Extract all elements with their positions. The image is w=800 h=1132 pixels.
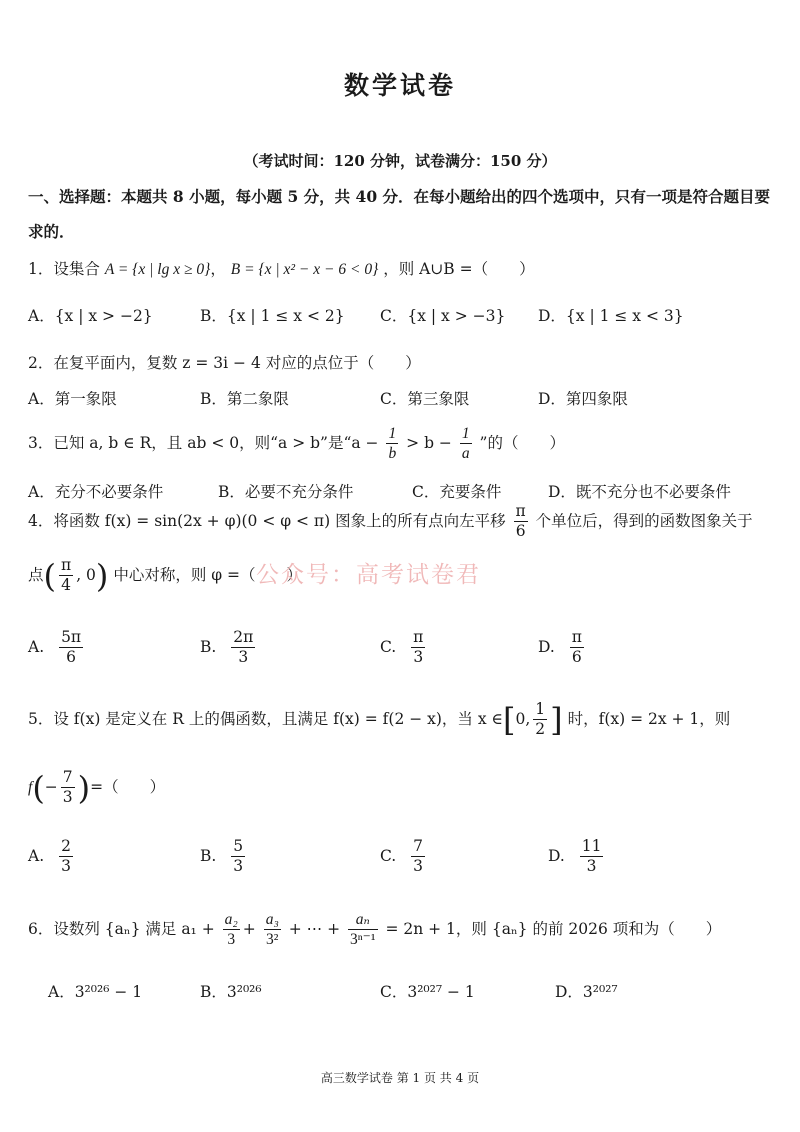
- q6-lead: 6．设数列 {aₙ} 满足 a₁ +: [28, 919, 215, 938]
- q6-term-2: $\frac{\text{a₂}}{3}$: [224, 911, 238, 949]
- q5-function: f: [28, 778, 33, 796]
- q5-interval-low: 0,: [515, 709, 531, 728]
- q5-option-a: A. $\frac{2}{3}$: [28, 837, 71, 876]
- q1-option-d: D．{x | 1 ≤ x < 3}: [538, 307, 684, 325]
- q1-option-a: A．{x | x > −2}: [28, 307, 153, 325]
- q4-line-2-tail: 中心对称，则 φ =（ ）: [113, 565, 303, 584]
- q6-tail: = 2n + 1，则 {aₙ} 的前 2026 项和为（ ）: [385, 919, 722, 938]
- q4-option-a: A. $\frac{5\pi}{6}$: [28, 628, 82, 667]
- page-title: 数学试卷: [343, 71, 456, 100]
- q3-option-d: D．既不充分也不必要条件: [548, 483, 731, 501]
- q1-set-a: A = {x | lg x ≥ 0}: [104, 261, 211, 278]
- q4-option-d: D. $\frac{\pi}{6}$: [538, 628, 582, 667]
- question-3: [28, 424, 565, 464]
- q4-option-c: C. $\frac{\pi}{3}$: [380, 628, 424, 667]
- q4-option-b: B. $\frac{2\pi}{3}$: [200, 628, 254, 667]
- q4-lead: 4．将函数 f(x) = sin(2x + φ)(0 < φ < π) 图象上的所有点向左平移: [28, 511, 506, 530]
- q4-point-label: 点: [28, 565, 44, 584]
- q1-option-c: C．{x | x > −3}: [380, 307, 506, 325]
- question-4-line-1: [28, 502, 753, 542]
- q4-point-fraction: $\frac{\pi}{4}$: [61, 556, 72, 595]
- question-2: 2．在复平面内，复数 z = 3i − 4 对应的点位于（ ）: [28, 354, 421, 372]
- q4-line-1-tail: 个单位后，得到的函数图象关于: [535, 511, 753, 530]
- q5-option-d: D. $\frac{11}{3}$: [548, 837, 602, 876]
- watermark: 公众号：高考试卷君: [256, 562, 481, 588]
- q4-point-y: , 0: [76, 565, 96, 584]
- q6-option-b: B．3²⁰²⁶: [200, 983, 262, 1001]
- question-1: 1．设集合 A = {x | lg x ≥ 0}， B = {x | x² − x − 6 < 0} ，则 A∪B =（ ）: [28, 260, 535, 278]
- q6-option-d: D．3²⁰²⁷: [555, 983, 618, 1001]
- q6-term-3: $\frac{\text{a₃}}{\text{3²}}$: [265, 911, 279, 949]
- q3-option-c: C．充要条件: [412, 483, 502, 501]
- question-5-line-1: 5．设 f(x) 是定义在 R 上的偶函数，且满足 f(x) = f(2 − x)，当 x ∈[0, $\frac{1}{2}$ ] 时，f(x) = 2x + 1，则: [28, 700, 731, 739]
- question-5-line-2: f(− $\frac{7}{3}$ )=（ ）: [28, 768, 166, 807]
- q6-option-c: C．3²⁰²⁷ − 1: [380, 983, 475, 1001]
- q5-option-b: B. $\frac{5}{3}$: [200, 837, 244, 876]
- q5-line-2-tail: =（ ）: [90, 777, 166, 796]
- q2-option-d: D．第四象限: [538, 390, 628, 408]
- q5-interval-fraction: $\frac{1}{2}$: [535, 700, 546, 739]
- q3-option-b: B．必要不充分条件: [218, 483, 354, 501]
- q1-number: 1．设集合: [28, 260, 100, 278]
- exam-info: （考试时间：120 分钟，试卷满分：150 分）: [243, 152, 557, 170]
- q6-option-a: A．3²⁰²⁶ − 1: [48, 983, 143, 1001]
- q3-lead: 3．已知 a, b ∈ R，且 ab < 0，则“a > b”是“a −: [28, 433, 379, 452]
- q3-fraction-2: $\frac{1}{a}$: [461, 425, 470, 463]
- q1-option-b: B．{x | 1 ≤ x < 2}: [200, 307, 345, 325]
- q6-term-n: $\frac{\text{aₙ}}{\text{3ⁿ⁻¹}}$: [350, 911, 376, 949]
- q2-option-c: C．第三象限: [380, 390, 470, 408]
- q3-fraction-1: $\frac{1}{b}$: [388, 425, 397, 463]
- q5-lead: 5．设 f(x) 是定义在 R 上的偶函数，且满足 f(x) = f(2 − x)，当 x ∈: [28, 709, 503, 728]
- q2-option-b: B．第二象限: [200, 390, 289, 408]
- q2-option-a: A．第一象限: [28, 390, 117, 408]
- q1-set-b: B = {x | x² − x − 6 < 0}: [230, 261, 379, 278]
- q5-option-c: C. $\frac{7}{3}$: [380, 837, 424, 876]
- q3-tail: ”的（ ）: [479, 433, 565, 452]
- page-footer: 高三数学试卷 第 1 页 共 4 页: [320, 1071, 480, 1085]
- question-4-line-2: 点( $\frac{\pi}{4}$ , 0) 中心对称，则 φ =（ ）: [28, 556, 303, 595]
- q5-line-1-tail: 时，f(x) = 2x + 1，则: [567, 709, 731, 728]
- question-6: 6．设数列 {aₙ} 满足 a₁ + $\frac{\text{a₂}}{3}$ + $\frac{\text{a₃}}{\text{3²}}$ + ⋯ + $\frac{\text{aₙ}}{\text{3ⁿ⁻¹}}$ = 2n + 1，则 {aₙ} 的前 2026 项和为（ ）: [28, 911, 722, 949]
- section-heading: 一、选择题：本题共 8 小题，每小题 5 分，共 40 分．在每小题给出的四个选项中，只有一项是符合题目要求的．: [28, 187, 771, 241]
- q3-mid: > b −: [406, 433, 452, 452]
- q4-shift-fraction: $\frac{\pi}{6}$: [515, 502, 526, 541]
- q6-dots: + ⋯ +: [288, 919, 341, 938]
- q3-option-a: A．充分不必要条件: [28, 483, 164, 501]
- q5-argument-fraction: $\frac{7}{3}$: [62, 768, 73, 807]
- q1-ask: ，则 A∪B =（ ）: [383, 260, 535, 278]
